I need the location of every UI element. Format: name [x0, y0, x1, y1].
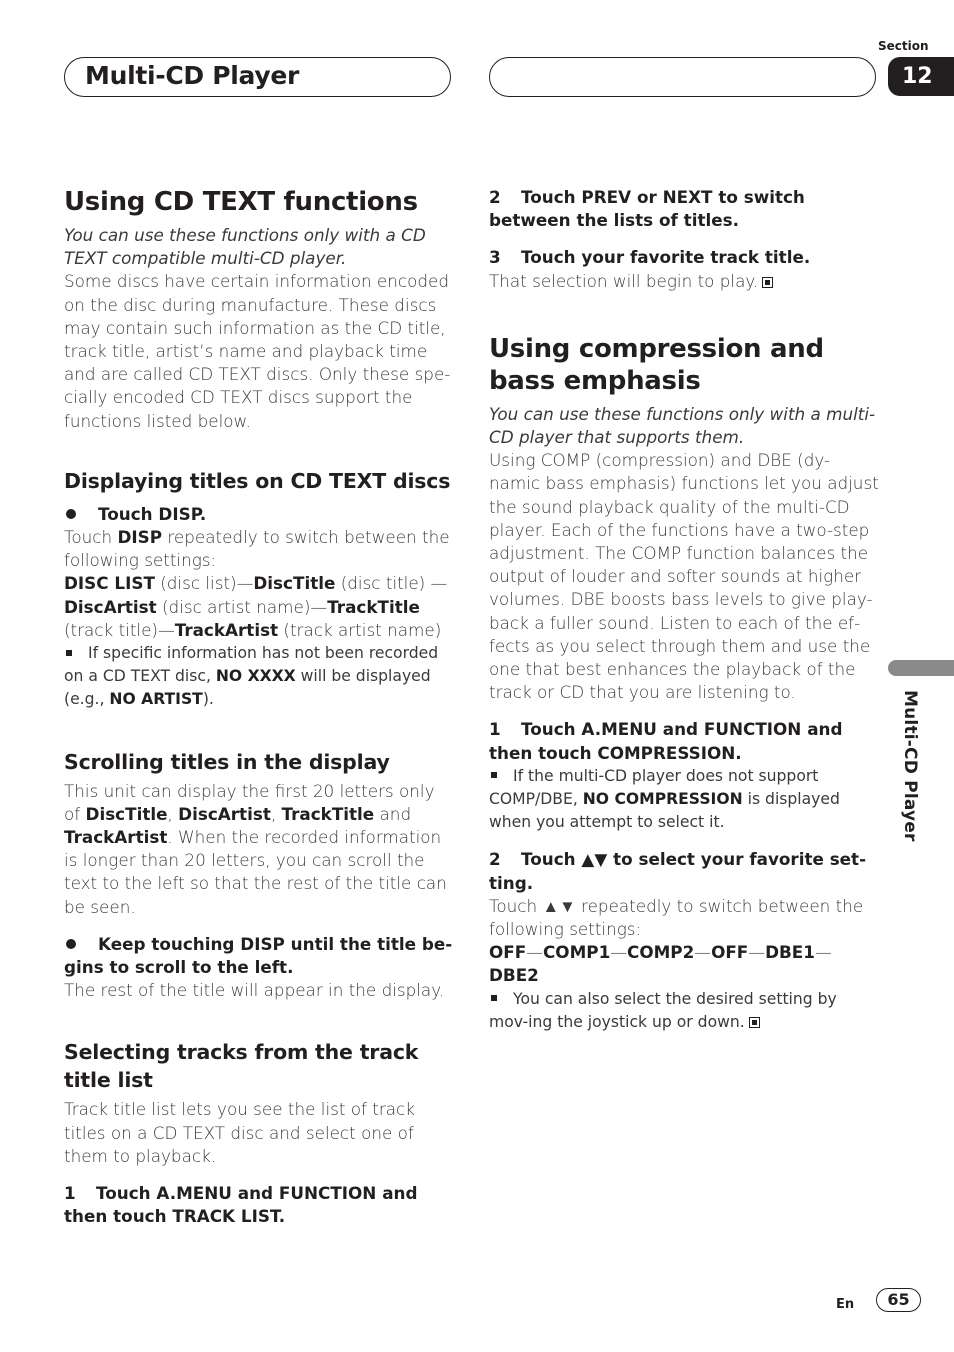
disp-description: Touch DISP repeatedly to switch between the following settings: — [64, 527, 450, 571]
header-empty-pill — [489, 57, 876, 97]
scroll-bullet-text: Keep touching DISP until the title be-gins to scroll to the left. — [64, 933, 453, 978]
header-title: Multi-CD Player — [85, 61, 300, 90]
side-tab-label: Multi-CD Player — [900, 690, 920, 842]
select-step-2: 2 Touch PREV or NEXT to switch between the lists of titles. — [489, 187, 805, 231]
joystick-note: You can also select the desired setting by mov-ing the joystick up or down. — [489, 989, 837, 1031]
disp-bullet-step — [64, 503, 454, 526]
cd-text-intro-italic: You can use these functions only with a CD TEXT compatible multi-CD player. — [64, 225, 426, 269]
compression-step-1: 1 Touch A.MENU and FUNCTION and then touch COMPRESSION. — [489, 719, 843, 763]
compression-heading: Using compression and bass emphasis — [489, 333, 824, 396]
step-3-result: That selection will begin to play. — [489, 270, 879, 293]
select-step-3: 3 Touch your favorite track title. — [489, 247, 811, 268]
disp-note: If specific information has not been recorded on a CD TEXT disc, NO XXXX will be displayed (e.g., NO ARTIST). — [64, 644, 439, 709]
compression-step-2-description: Touch ▲▼ repeatedly to switch between the following settings: — [489, 895, 864, 940]
scrolling-titles-heading: Scrolling titles in the display — [64, 749, 390, 774]
left-column — [64, 186, 454, 1229]
scroll-bullet-step — [64, 933, 454, 979]
select-description: Track title list lets you see the list of track titles on a CD TEXT disc and select one of them to playback. — [64, 1099, 415, 1166]
displaying-titles-heading: Displaying titles on CD TEXT discs — [64, 468, 451, 493]
scroll-description: This unit can display the first 20 letters only of DiscTitle, DiscArtist, TrackTitle and TrackArtist. When the recorded information is longer than 20 letters, you can scroll the text to the left so that the rest of the title can be seen. — [64, 780, 447, 917]
footer-language: En — [836, 1297, 855, 1312]
compression-settings-list: OFF—COMP1—COMP2—OFF—DBE1— DBE2 — [489, 942, 832, 986]
note-square-icon — [491, 995, 497, 1001]
compression-intro-italic: You can use these functions only with a multi-CD player that supports them. — [489, 403, 876, 448]
select-step-1: 1 Touch A.MENU and FUNCTION and then touch TRACK LIST. — [64, 1183, 418, 1227]
right-column — [489, 186, 879, 1034]
disp-bullet-text: Touch DISP. — [98, 503, 207, 524]
scroll-result: The rest of the title will appear in the display. — [64, 980, 445, 1001]
selecting-tracks-heading: Selecting tracks from the track title list — [64, 1040, 419, 1093]
section-label: Section — [878, 39, 929, 53]
cd-text-heading: Using CD TEXT functions — [64, 187, 418, 217]
page-number: 65 — [876, 1288, 921, 1312]
compression-intro: Using COMP (compression) and DBE (dy-namic bass emphasis) functions let you adjust the sound playback quality of the multi-CD player. Each of the functions have a two-step adjustment. The COMP function balances the output of louder and softer sounds at higher volumes. DBE boosts bass levels to give play-back a fuller sound. Listen to each of the ef-fects as you select through them and use the one that best enhances the playback of the track or CD that you are listening to. — [489, 450, 879, 703]
bullet-dot-icon — [66, 509, 76, 519]
side-tab-marker — [888, 660, 954, 676]
note-square-icon — [66, 650, 72, 656]
disp-settings-list: DISC LIST (disc list)—DiscTitle (disc title) —DiscArtist (disc artist name)—TrackTitle (track title)—TrackArtist (track artist name) — [64, 573, 448, 640]
header-title-pill — [64, 57, 451, 97]
bullet-dot-icon — [66, 939, 76, 949]
cd-text-intro: Some discs have certain information encoded on the disc during manufacture. These discs may contain such information as the CD title, track title, artist’s name and playback time and are called CD TEXT discs. Only these spe-cially encoded CD TEXT discs support the functions listed below. — [64, 271, 451, 431]
compression-step-2: 2 Touch ▲▼ to select your favorite set-ting. — [489, 849, 867, 893]
compression-note: If the multi-CD player does not support COMP/DBE, NO COMPRESSION is displayed when you attempt to select it. — [489, 766, 840, 832]
note-square-icon — [491, 772, 497, 778]
section-number: 12 — [888, 57, 954, 96]
end-mark-icon — [762, 277, 773, 288]
end-mark-icon — [749, 1017, 760, 1028]
